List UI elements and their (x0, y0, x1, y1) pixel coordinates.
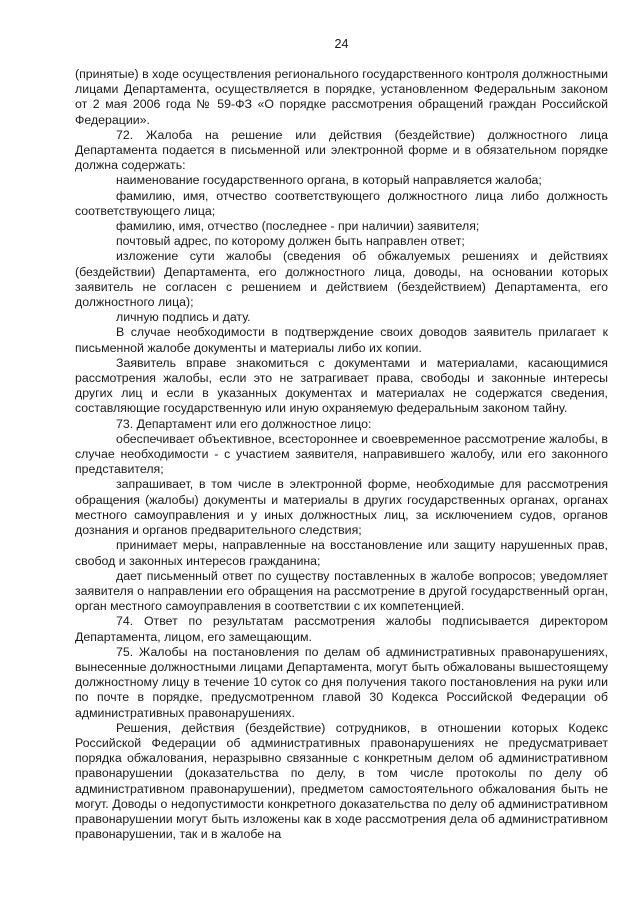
page-number: 24 (334, 37, 349, 51)
paragraph-74-answer-signature: 74. Ответ по результатам рассмотрения жалобы подписывается директором Департамента, лицом, его замещающим. (75, 614, 608, 644)
paragraph-organ-name: наименование государственного органа, в который направляется жалоба; (116, 173, 542, 188)
paragraph-written-answer: дает письменный ответ по существу поставленных в жалобе вопросов; уведомляет заявителя о направлении его обращения на рассмотрение в другой государственный орган, орган местного самоуправления в соответствии с их компетенцией. (75, 568, 608, 614)
paragraph-attachments: В случае необходимости в подтверждение своих доводов заявитель прилагает к письменной жалобе документы и материалы либо их копии. (75, 325, 608, 355)
document-body (75, 67, 608, 842)
paragraph-takes-measures: принимает меры, направленные на восстановление или защиту нарушенных прав, свобод и законных интересов гражданина; (75, 538, 608, 568)
paragraph-signature-date: личную подпись и дату. (116, 310, 251, 325)
paragraph-applicant-name: фамилию, имя, отчество (последнее - при наличии) заявителя; (116, 219, 480, 234)
paragraph-75-appeals: 75. Жалобы на постановления по делам об административных правонарушениях, вынесенные должностными лицами Департамента, могут быть обжалованы вышестоящему должностному лицу в течение 10 суток со дня получения такого постановления на руки или по почте в порядке, предусмотренном главой 30 Кодекса Российской Федерации об административных правонарушениях. (75, 644, 608, 720)
paragraph-ensures-review: обеспечивает объективное, всестороннее и своевременное рассмотрение жалобы, в случае необходимости - с участием заявителя, направившего жалобу, или его законного представителя; (75, 431, 608, 477)
paragraph-72-complaint-requirements: 72. Жалоба на решение или действия (бездействие) должностного лица Департамента подается в письменной или электронной форме и в обязательном порядке должна содержать: (75, 127, 608, 173)
paragraph-continuation: (принятые) в ходе осуществления регионального государственного контроля должностными лицами Департамента, осуществляется в порядке, установленном Федеральным законом от 2 мая 2006 года № 59-ФЗ «О порядке рассмотрения обращений граждан Российской Федерации». (75, 67, 608, 127)
paragraph-official-name: фамилию, имя, отчество соответствующего должностного лица либо должность соответствующего лица; (75, 188, 608, 218)
paragraph-73-department-duties: 73. Департамент или его должностное лицо: (116, 416, 372, 431)
paragraph-requests-documents: запрашивает, в том числе в электронной форме, необходимые для рассмотрения обращения (жалобы) документы и материалы в других государственных органах, органах местного самоуправления и у иных должностных лиц, за исключением судов, органов дознания и органов предварительного следствия; (75, 477, 608, 538)
paragraph-access-to-materials: Заявитель вправе знакомиться с документами и материалами, касающимися рассмотрения жалобы, если это не затрагивает права, свободы и законные интересы других лиц и если в указанных документах и материалах не содержатся сведения, составляющие государственную или иную охраняемую федеральным законом тайну. (75, 355, 608, 416)
paragraph-postal-address: почтовый адрес, по которому должен быть направлен ответ; (116, 234, 465, 249)
paragraph-decisions-of-employees: Решения, действия (бездействие) сотрудников, в отношении которых Кодекс Российской Федерации об административных правонарушениях не предусматривает порядка обжалования, неразрывно связанные с конкретным делом об административном правонарушении (доказательства по делу, в том числе протоколы по делу об административном правонарушении), предметом самостоятельного обжалования быть не могут. Доводы о недопустимости конкретного доказательства по делу об административном правонарушении могут быть изложены как в ходе рассмотрения дела об административном правонарушении, так и в жалобе на (75, 720, 608, 842)
paragraph-complaint-essence: изложение сути жалобы (сведения об обжалуемых решениях и действиях (бездействии) Департамента, его должностного лица, доводы, на основании которых заявитель не согласен с решением и действием (бездействием) Департамента, его должностного лица); (75, 249, 608, 310)
